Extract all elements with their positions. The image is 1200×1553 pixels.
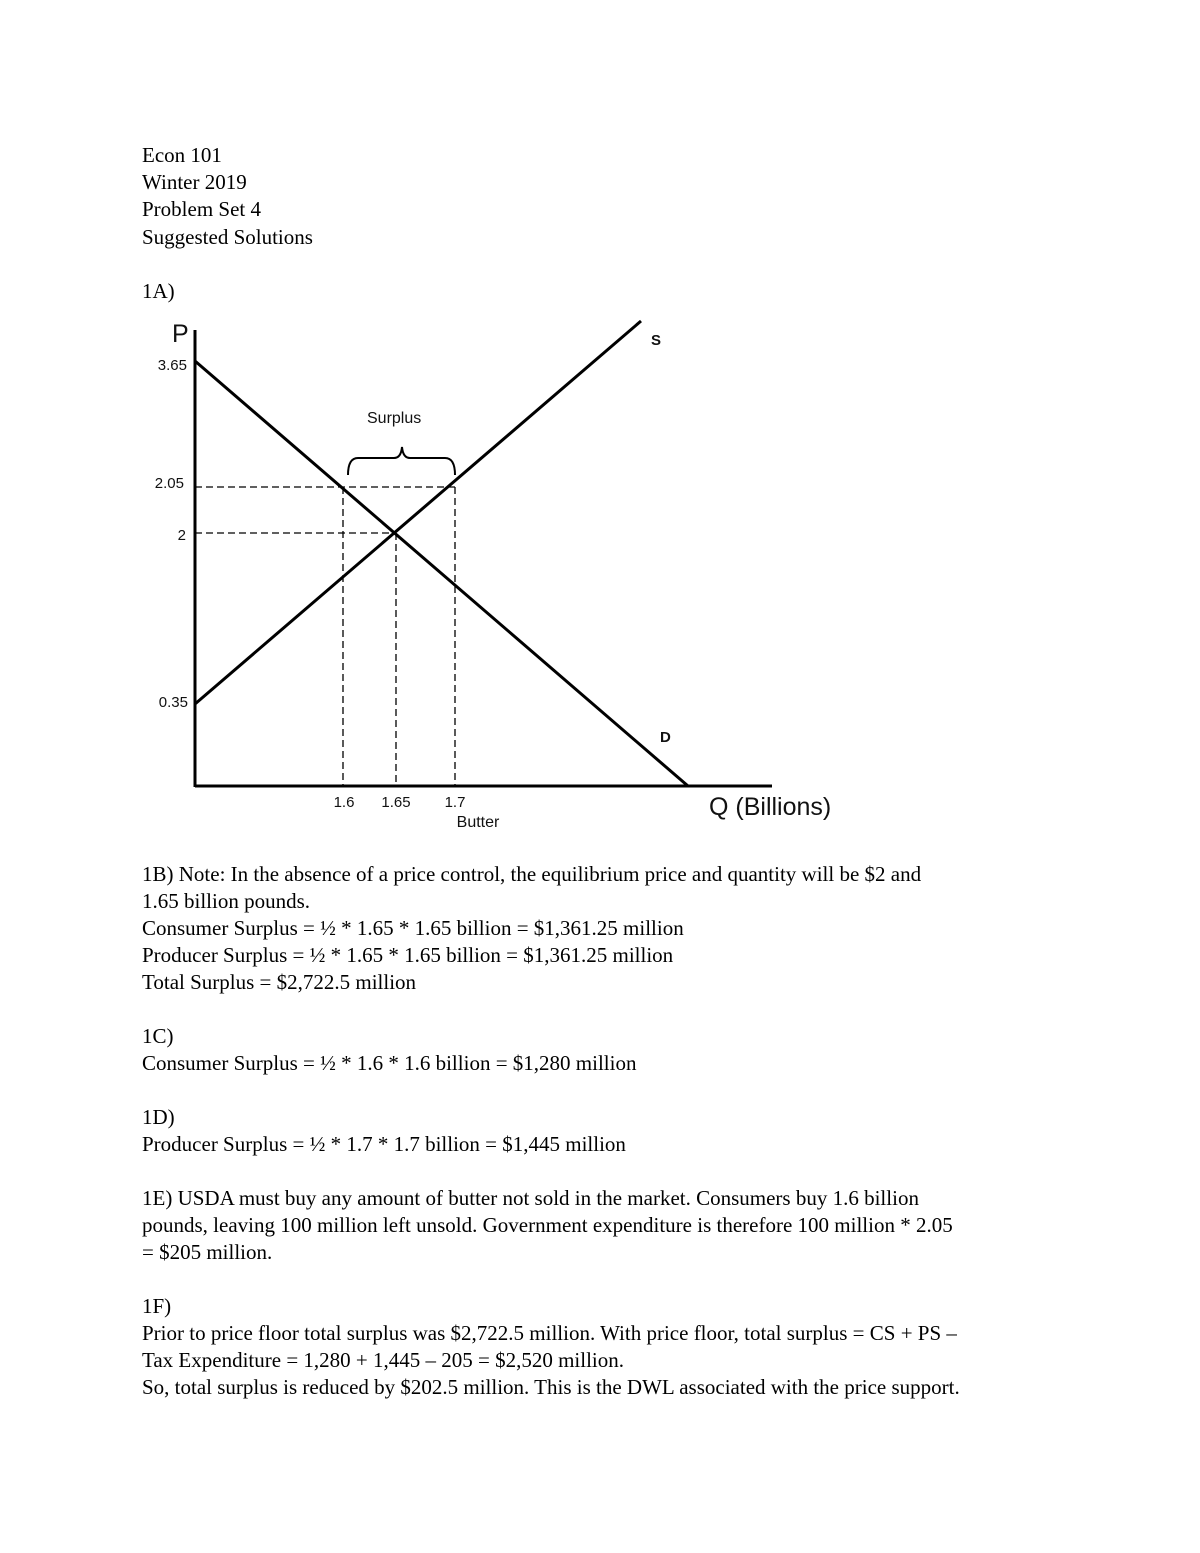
surplus-label: Surplus (367, 410, 422, 427)
part-1b-line-2: 1.65 billion pounds. (142, 889, 311, 913)
part-1b-line-3: Consumer Surplus = ½ * 1.65 * 1.65 billion = $1,361.25 million (142, 916, 684, 940)
subtitle-line: Suggested Solutions (142, 225, 313, 249)
y-tick-0.35: 0.35 (158, 694, 188, 711)
term-line: Winter 2019 (142, 170, 247, 194)
part-1d-line-1: Producer Surplus = ½ * 1.7 * 1.7 billion = $1,445 million (142, 1132, 626, 1156)
part-1d-label: 1D) (142, 1105, 175, 1129)
x-tick-1.6: 1.6 (333, 794, 355, 811)
problem-set-line: Problem Set 4 (142, 197, 261, 221)
part-1f-line-2: Tax Expenditure = 1,280 + 1,445 – 205 = $2,520 million. (142, 1348, 625, 1372)
course-title: Econ 101 (142, 143, 222, 167)
x-tick-1.65: 1.65 (381, 794, 411, 811)
part-1b-line-5: Total Surplus = $2,722.5 million (142, 970, 417, 994)
surplus-bracket (348, 447, 455, 475)
demand-curve (195, 361, 688, 786)
part-1b-line-4: Producer Surplus = ½ * 1.65 * 1.65 billion = $1,361.25 million (142, 943, 674, 967)
part-1b-line-1: 1B) Note: In the absence of a price control, the equilibrium price and quantity will be $2 and (142, 862, 922, 886)
demand-label: D (660, 729, 671, 746)
part-1a-label: 1A) (142, 279, 175, 303)
part-1e-line-3: = $205 million. (142, 1240, 273, 1264)
part-1c-line-1: Consumer Surplus = ½ * 1.6 * 1.6 billion = $1,280 million (142, 1051, 637, 1075)
x-sublabel-butter: Butter (456, 814, 500, 831)
y-axis-label: P (172, 320, 189, 348)
y-tick-3.65: 3.65 (157, 357, 187, 374)
y-tick-2: 2 (177, 527, 186, 544)
part-1f-line-3: So, total surplus is reduced by $202.5 million. This is the DWL associated with the price support. (142, 1375, 960, 1399)
part-1c-label: 1C) (142, 1024, 174, 1048)
part-1f-line-1: Prior to price floor total surplus was $2,722.5 million. With price floor, total surplus = CS + PS – (142, 1321, 957, 1345)
part-1e-line-2: pounds, leaving 100 million left unsold. Government expenditure is therefore 100 million * 2.05 (142, 1213, 953, 1237)
y-tick-2.05: 2.05 (154, 475, 184, 492)
x-tick-1.7: 1.7 (444, 794, 466, 811)
supply-curve (195, 321, 641, 704)
part-1f-label: 1F) (142, 1294, 172, 1318)
supply-demand-diagram (0, 300, 1200, 840)
part-1e-line-1: 1E) USDA must buy any amount of butter not sold in the market. Consumers buy 1.6 billion (142, 1186, 919, 1210)
supply-label: S (651, 332, 662, 349)
x-axis-label: Q (Billions) (709, 793, 832, 821)
